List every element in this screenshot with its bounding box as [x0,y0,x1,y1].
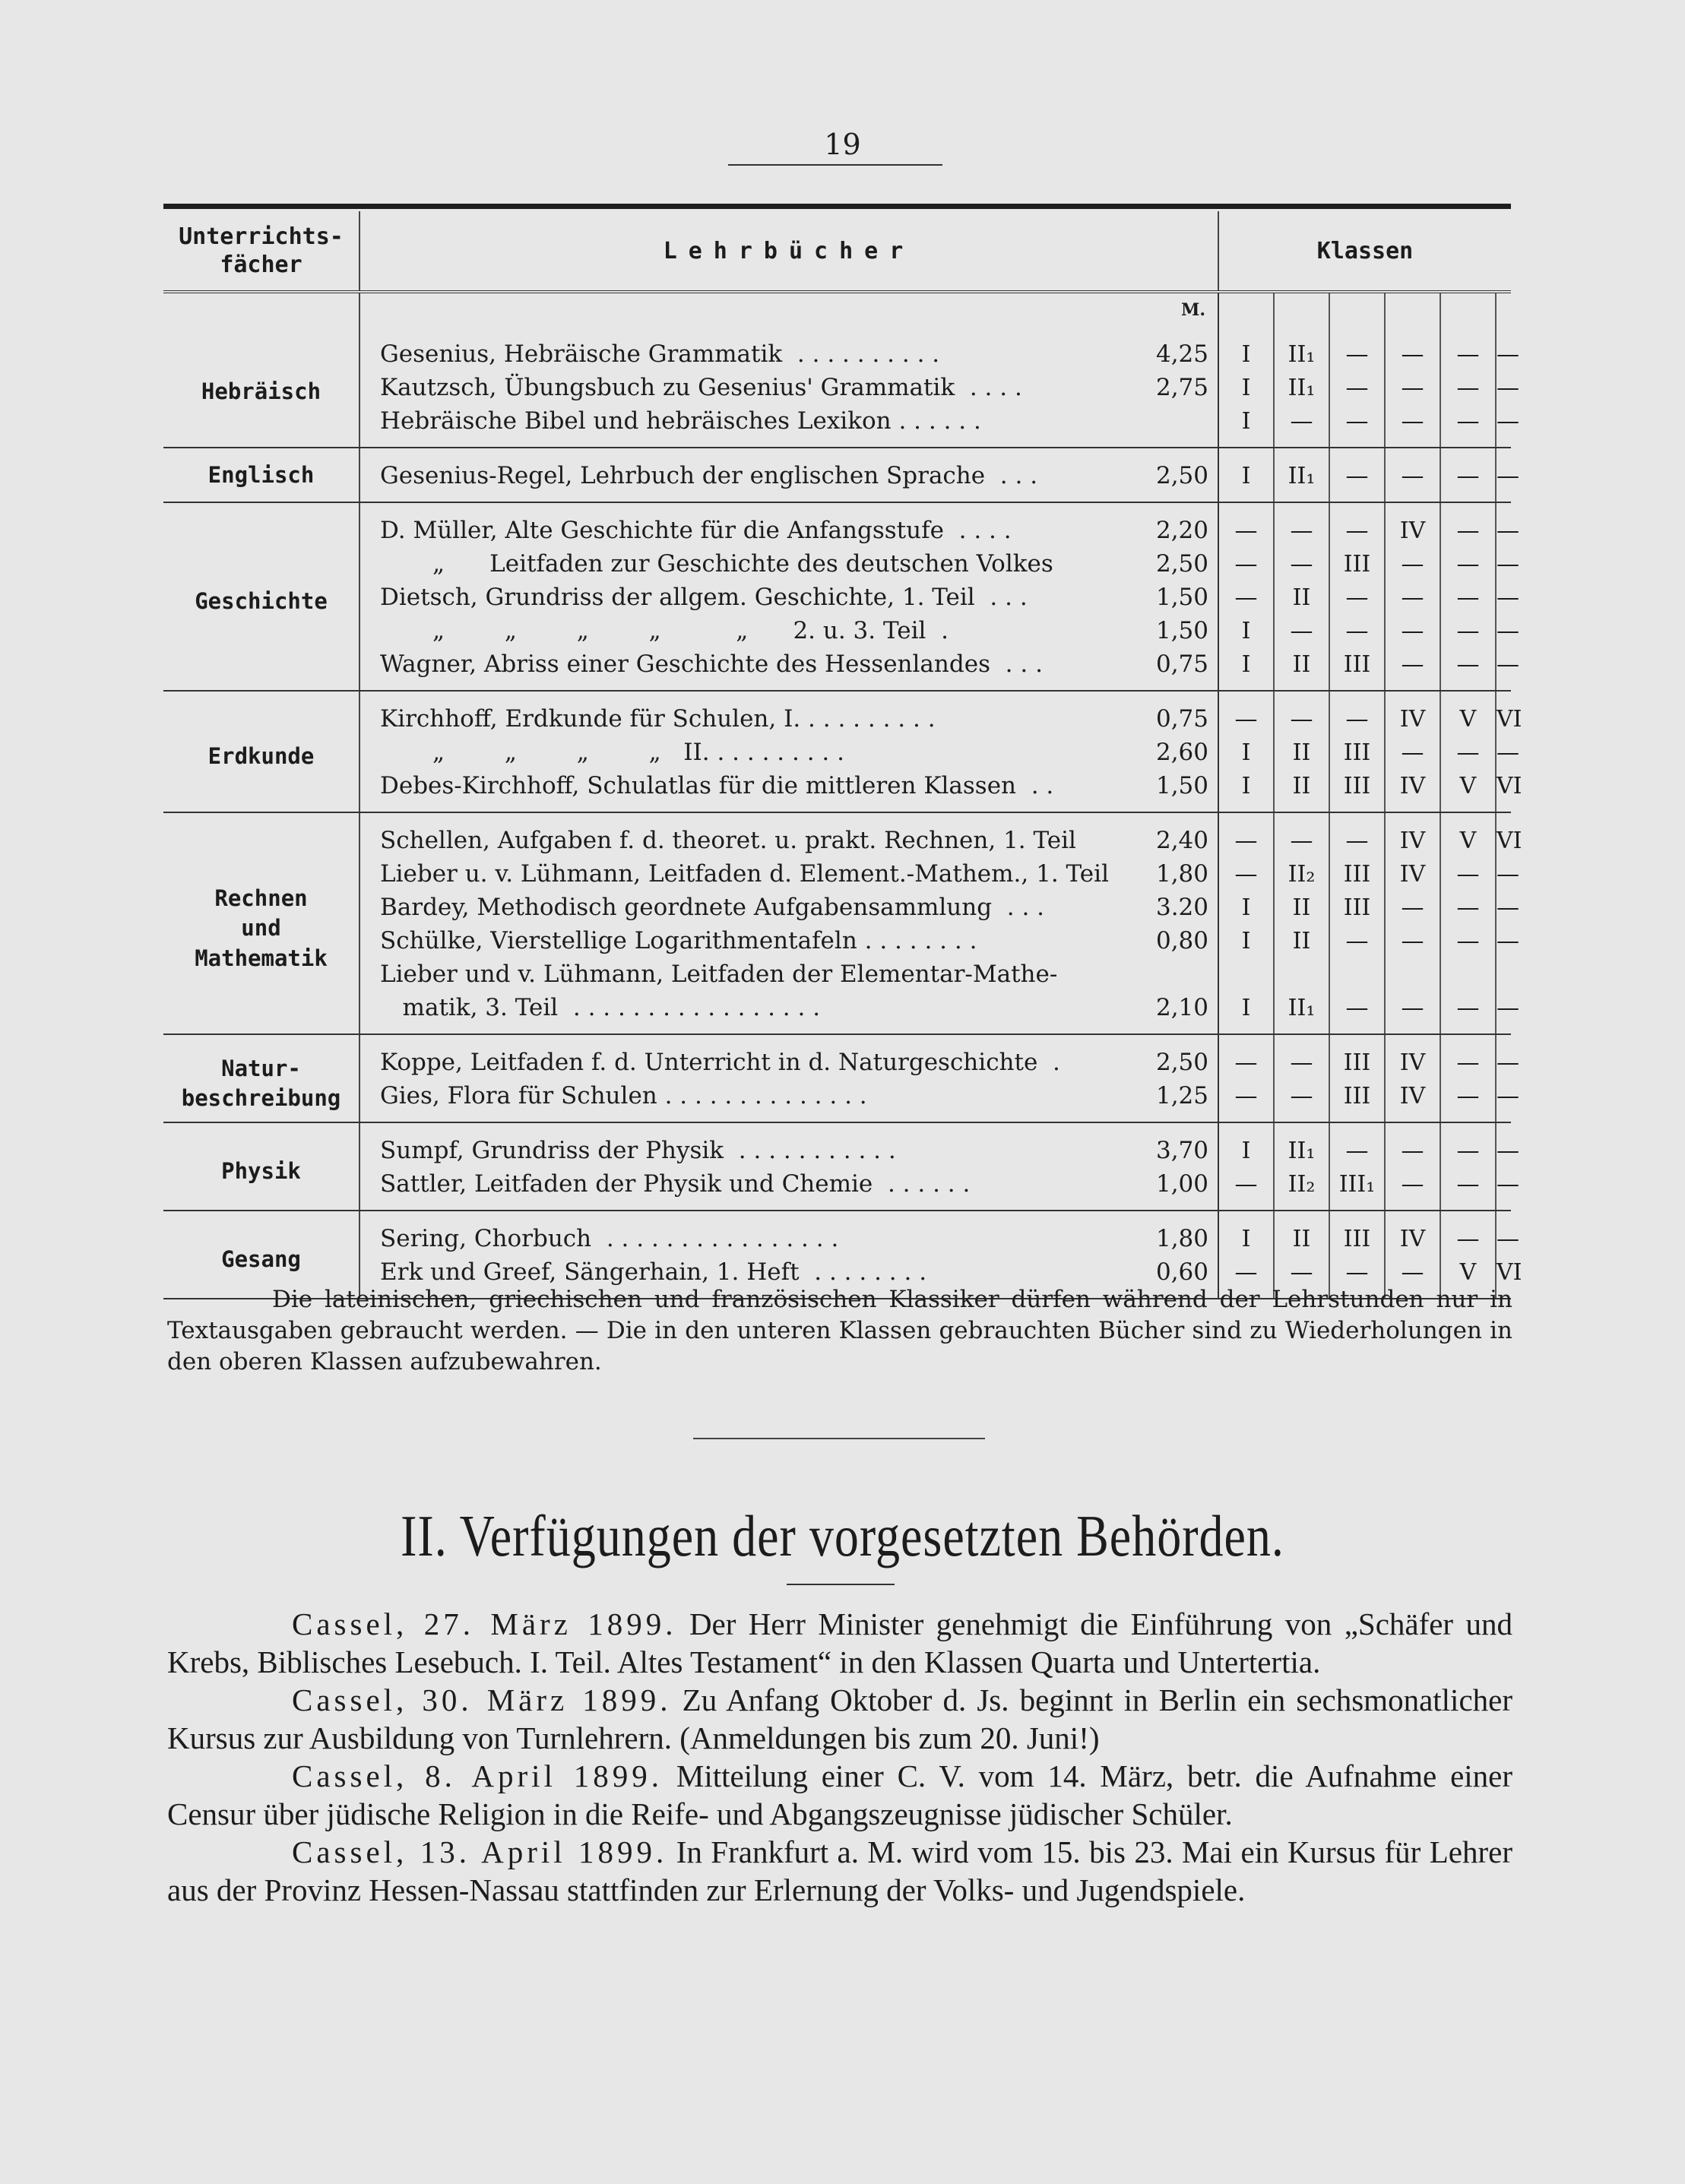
class-cell: — [1385,1255,1440,1299]
book-title-text: Gies, Flora für Schulen . . . . . . . . . . . . . . [380,1082,867,1109]
class-cell [1274,292,1329,327]
class-cell: — [1385,891,1440,924]
class-cell: — [1440,857,1496,891]
class-cell: — [1440,404,1496,448]
class-cell: — [1496,647,1511,691]
decree-place-date: Cassel, 8. April 1899. [292,1758,664,1793]
class-cell: — [1329,404,1385,448]
table-row [163,1079,1511,1122]
table-header-row [163,211,1511,292]
book-title-text: Schülke, Vierstellige Logarithmentafeln . . . . . . . . [380,927,977,954]
table-row [163,404,1511,448]
page-number-rule [728,164,942,166]
book-title [359,769,1150,812]
subject-group [163,691,1522,812]
class-cell: — [1496,547,1511,581]
class-cell: — [1329,502,1385,547]
table-row [163,327,1511,371]
book-title-text: D. Müller, Alte Geschichte für die Anfangsstufe . . . . [380,517,1012,544]
table-row [163,812,1511,857]
decree-text: Mitteilung einer C. V. vom 14. März, betr. die Aufnahme einer Censur über jüdische Religion in die Reife- und Abgangszeugnisse jüdischer Schüler. [167,1758,1513,1831]
class-cell: — [1329,581,1385,614]
book-title [359,691,1150,736]
class-cell: — [1218,857,1274,891]
book-price: 0,60 [1150,1255,1218,1299]
header-books: Lehrbücher [359,211,1218,292]
class-cell: II₂ [1274,1167,1329,1211]
table-top-rule [163,204,1511,209]
class-cell: I [1218,371,1274,404]
class-cell: IV [1385,857,1440,891]
class-cell: VI [1496,1255,1511,1299]
class-cell: — [1440,1034,1496,1079]
class-cell: I [1218,891,1274,924]
class-cell: IV [1385,502,1440,547]
class-cell: — [1440,1167,1496,1211]
header-classes: Klassen [1218,211,1511,292]
book-price [1150,404,1218,448]
table-row [163,547,1511,581]
decree-text: In Frankfurt a. M. wird vom 15. bis 23. Mai ein Kursus für Lehrer aus der Provinz Hessen-Nassau stattfinden zur Erlernung der Volks- und Jugendspiele. [167,1834,1512,1907]
class-cell [1440,292,1496,327]
class-cell: — [1440,448,1496,502]
book-title-text: Koppe, Leitfaden f. d. Unterricht in d. Naturgeschichte . [380,1049,1060,1076]
table-row [163,581,1511,614]
class-cell: II₁ [1274,991,1329,1034]
book-title-text: Lieber u. v. Lühmann, Leitfaden d. Element.-Mathem., 1. Teil [380,860,1109,888]
book-title-text: „ „ „ „ II. . . . . . . . . . [380,739,844,766]
class-cell: — [1385,547,1440,581]
book-title [359,1079,1150,1122]
class-cell: II [1274,581,1329,614]
class-cell: — [1329,448,1385,502]
class-cell: II₁ [1274,448,1329,502]
class-cell: — [1496,1167,1511,1211]
price-unit-spacer [163,292,359,327]
class-cell [1329,292,1385,327]
class-cell [1440,957,1496,991]
class-cell: — [1496,404,1511,448]
class-cell: — [1329,691,1385,736]
class-cell [1329,957,1385,991]
class-cell: I [1218,769,1274,812]
book-title-text: Schellen, Aufgaben f. d. theoret. u. prakt. Rechnen, 1. Teil [380,827,1076,854]
book-title-text: Kirchhoff, Erdkunde für Schulen, I. . . . . . . . . . [380,705,936,733]
class-cell: VI [1496,691,1511,736]
class-cell: — [1440,647,1496,691]
class-cell: — [1329,924,1385,957]
book-title-text: Bardey, Methodisch geordnete Aufgabensammlung . . . [380,894,1045,921]
class-cell: — [1496,924,1511,957]
class-cell: — [1440,736,1496,769]
class-cell: — [1385,371,1440,404]
class-cell: — [1274,547,1329,581]
class-cell: — [1496,1211,1511,1255]
class-cell: — [1329,1255,1385,1299]
class-cell: — [1496,857,1511,891]
book-title-text: Gesenius-Regel, Lehrbuch der englischen Sprache . . . [380,462,1038,489]
decree-entry [167,1833,1512,1909]
book-title-text: Kautzsch, Übungsbuch zu Gesenius' Grammatik . . . . [380,374,1022,401]
subject-name: Physik [163,1122,359,1211]
book-price: 0,75 [1150,647,1218,691]
class-cell: — [1385,581,1440,614]
book-title [359,1211,1150,1255]
subject-name: Hebräisch [163,327,359,448]
book-price: 1,00 [1150,1167,1218,1211]
class-cell: — [1496,891,1511,924]
class-cell: — [1385,924,1440,957]
class-cell [1496,292,1511,327]
subject-name: Natur- beschreibung [163,1034,359,1122]
class-cell: VI [1496,769,1511,812]
class-cell: — [1496,736,1511,769]
book-price: 3.20 [1155,894,1208,921]
class-cell: III [1329,1211,1385,1255]
decree-entry [167,1757,1512,1833]
class-cell: II₁ [1274,1122,1329,1167]
class-cell [1218,292,1274,327]
class-cell: — [1440,581,1496,614]
class-cell: — [1329,812,1385,857]
table-row [163,502,1511,547]
class-cell: — [1440,891,1496,924]
book-title [359,736,1150,769]
book-price: 2,40 [1155,827,1208,854]
class-cell: — [1274,812,1329,857]
class-cell: III [1329,1079,1385,1122]
class-cell: I [1218,448,1274,502]
class-cell: I [1218,1211,1274,1255]
subject-group [163,1034,1519,1122]
class-cell: — [1496,502,1511,547]
book-price: 2,10 [1150,991,1218,1034]
book-title [359,448,1150,502]
book-price: 1,50 [1155,584,1208,611]
class-cell: I [1218,327,1274,371]
subject-name: Rechnen und Mathematik [163,812,359,1034]
class-cell: IV [1385,769,1440,812]
textbook-table-container [163,204,1522,1299]
subject-group [163,448,1519,502]
book-price: 2,20 [1155,517,1208,544]
class-cell: — [1385,614,1440,647]
price-unit-row [163,292,1511,327]
class-cell: II₁ [1274,371,1329,404]
class-cell: V [1440,1255,1496,1299]
class-cell: IV [1385,1034,1440,1079]
subject-group [163,327,1519,448]
book-title [359,502,1150,547]
class-cell: — [1274,1034,1329,1079]
class-cell: — [1218,812,1274,857]
class-cell: I [1218,736,1274,769]
subject-group [163,812,1522,1034]
book-title [359,371,1150,404]
class-cell: IV [1385,1211,1440,1255]
class-cell: — [1385,327,1440,371]
class-cell: II₂ [1274,857,1329,891]
decree-text: Der Herr Minister genehmigt die Einführung von „Schäfer und Krebs, Biblisches Lesebuch. I. Teil. Altes Testament“ in den Klassen Quarta und Untertertia. [167,1606,1512,1679]
class-cell: IV [1385,812,1440,857]
book-title [359,924,1150,957]
book-title-text: „ Leitfaden zur Geschichte des deutschen Volkes [380,550,1053,578]
separator-rule [693,1438,985,1439]
book-price: 1,25 [1150,1079,1218,1122]
book-price: 2,60 [1155,739,1208,766]
book-price: 1,80 [1155,1225,1208,1252]
book-title [359,647,1150,691]
class-cell: — [1440,1122,1496,1167]
subject-name: Englisch [163,448,359,502]
decree-text: Zu Anfang Oktober d. Js. beginnt in Berlin ein sechsmonatlicher Kursus zur Ausbildung von Turnlehrern. (Anmeldungen bis zum 20. Juni!) [167,1682,1512,1755]
class-cell: I [1218,647,1274,691]
book-price [1150,957,1218,991]
class-cell: — [1385,991,1440,1034]
book-title-text: Wagner, Abriss einer Geschichte des Hessenlandes . . . [380,650,1043,678]
class-cell: — [1274,691,1329,736]
book-title-text: Debes-Kirchhoff, Schulatlas für die mittleren Klassen . . [380,772,1054,799]
book-title-text: Sering, Chorbuch . . . . . . . . . . . . . . . . [380,1225,839,1252]
book-title [359,404,1150,448]
book-title-text: Hebräische Bibel und hebräisches Lexikon . . . . . . [380,407,981,435]
book-price: 2,50 [1155,550,1208,578]
book-title [359,614,1150,647]
table-row [163,448,1511,502]
class-cell: — [1274,1079,1329,1122]
class-cell: III [1329,736,1385,769]
table-row [163,691,1511,736]
class-cell: III [1329,647,1385,691]
book-price: 1,50 [1150,769,1218,812]
book-price: 0,80 [1155,927,1208,954]
table-row [163,736,1511,769]
class-cell: — [1496,991,1511,1034]
class-cell: — [1496,371,1511,404]
class-cell: — [1385,736,1440,769]
table-note [167,1284,1512,1378]
class-cell: II [1274,924,1329,957]
subject-name: Gesang [163,1211,359,1299]
book-price: 4,25 [1155,340,1208,368]
class-cell: I [1218,614,1274,647]
book-price: 1,80 [1155,860,1208,888]
table-row [163,614,1511,647]
decree-place-date: Cassel, 13. April 1899. [292,1834,668,1869]
class-cell: — [1440,371,1496,404]
class-cell: — [1329,327,1385,371]
book-title [359,327,1150,371]
table-row [163,991,1511,1034]
class-cell: III [1329,769,1385,812]
table-row [163,957,1511,991]
price-unit: M. [1180,300,1205,320]
class-cell: — [1218,1255,1274,1299]
class-cell: — [1440,1211,1496,1255]
class-cell [1274,957,1329,991]
class-cell [1385,957,1440,991]
book-title-text: Erk und Greef, Sängerhain, 1. Heft . . . . . . . . [380,1258,927,1286]
subject-group [163,1122,1519,1211]
class-cell: — [1440,502,1496,547]
class-cell: V [1440,769,1496,812]
book-price: 2,50 [1155,1049,1208,1076]
book-price: 2,50 [1150,448,1218,502]
class-cell: III [1329,1034,1385,1079]
page-number: 19 [824,128,861,161]
class-cell: — [1329,991,1385,1034]
table-row [163,371,1511,404]
table-row [163,1211,1511,1255]
table-row [163,1122,1511,1167]
book-title [359,957,1150,991]
book-title [359,857,1150,891]
class-cell: II [1274,1211,1329,1255]
class-cell: — [1496,581,1511,614]
class-cell: — [1440,924,1496,957]
class-cell: — [1329,614,1385,647]
book-title [359,991,1150,1034]
class-cell: — [1218,547,1274,581]
section-heading-rule [787,1584,895,1585]
class-cell: I [1218,924,1274,957]
class-cell: V [1440,691,1496,736]
class-cell: III₁ [1329,1167,1385,1211]
class-cell: V [1440,812,1496,857]
book-title [359,547,1150,581]
class-cell: — [1496,1122,1511,1167]
class-cell: — [1385,404,1440,448]
table-row [163,924,1511,957]
book-price: 3,70 [1155,1137,1208,1164]
class-cell: — [1218,1034,1274,1079]
class-cell [1385,292,1440,327]
book-title-text: Sattler, Leitfaden der Physik und Chemie . . . . . . [380,1170,971,1198]
table-row [163,1167,1511,1211]
class-cell: — [1496,327,1511,371]
decree-entry [167,1605,1512,1681]
class-cell: II [1274,769,1329,812]
class-cell: — [1385,1122,1440,1167]
class-cell: I [1218,404,1274,448]
class-cell: IV [1385,691,1440,736]
class-cell: — [1496,1079,1511,1122]
table-row [163,769,1511,812]
class-cell: — [1385,448,1440,502]
class-cell: — [1385,647,1440,691]
book-title [359,581,1150,614]
decree-entry [167,1681,1512,1757]
table-note-text: Die lateinischen, griechischen und französischen Klassiker dürfen während der Lehrstunden nur in Textausgaben gebraucht werden. — Die in den unteren Klassen gebrauchten Bücher sind zu Wiederholungen in den oberen Klassen aufzubewahren. [167,1286,1512,1375]
class-cell: — [1218,1167,1274,1211]
subject-group [163,502,1519,691]
table-row [163,1034,1511,1079]
book-title-text: Lieber und v. Lühmann, Leitfaden der Elementar-Mathe- [380,961,1058,988]
class-cell: — [1329,1122,1385,1167]
decrees-list [167,1605,1512,1909]
book-title [359,812,1150,857]
class-cell: — [1440,991,1496,1034]
class-cell [1496,957,1511,991]
class-cell: — [1440,547,1496,581]
book-price: 2,75 [1155,374,1208,401]
class-cell [1218,957,1274,991]
book-title-text: Gesenius, Hebräische Grammatik . . . . . . . . . . [380,340,940,368]
class-cell: VI [1496,812,1511,857]
class-cell: — [1496,448,1511,502]
book-price: 1,50 [1155,617,1208,644]
class-cell: III [1329,857,1385,891]
book-title [359,1167,1150,1211]
class-cell: IV [1385,1079,1440,1122]
class-cell: — [1440,1079,1496,1122]
class-cell: — [1385,1167,1440,1211]
book-title [359,1122,1150,1167]
header-subjects: Unterrichts- fächer [163,211,359,292]
class-cell: — [1218,581,1274,614]
class-cell: III [1329,547,1385,581]
book-title-text: Dietsch, Grundriss der allgem. Geschichte, 1. Teil . . . [380,584,1028,611]
class-cell: — [1274,404,1329,448]
subject-name: Geschichte [163,502,359,691]
book-title-text: matik, 3. Teil . . . . . . . . . . . . . . . . . [380,994,821,1021]
book-title [359,1034,1150,1079]
decree-place-date: Cassel, 30. März 1899. [292,1682,672,1717]
table-row [163,647,1511,691]
class-cell: — [1440,327,1496,371]
section-heading: II. Verfügungen der vorgesetzten Behörden. [401,1503,1284,1568]
class-cell: II [1274,736,1329,769]
class-cell: I [1218,1122,1274,1167]
price-unit-spacer [359,292,1150,327]
class-cell: — [1274,1255,1329,1299]
class-cell: I [1218,991,1274,1034]
book-title-text: „ „ „ „ „ 2. u. 3. Teil . [380,617,949,644]
book-title [359,891,1150,924]
decree-place-date: Cassel, 27. März 1899. [292,1606,677,1641]
class-cell: — [1329,371,1385,404]
class-cell: — [1274,502,1329,547]
table-row [163,891,1511,924]
textbook-table [163,211,1522,1299]
class-cell: II [1274,647,1329,691]
class-cell: II₁ [1274,327,1329,371]
class-cell: — [1218,1079,1274,1122]
class-cell: II [1274,891,1329,924]
class-cell: — [1496,1034,1511,1079]
class-cell: — [1218,502,1274,547]
book-price: 0,75 [1155,705,1208,733]
class-cell: III [1329,891,1385,924]
class-cell: — [1496,614,1511,647]
book-title-text: Sumpf, Grundriss der Physik . . . . . . . . . . . [380,1137,896,1164]
class-cell: — [1440,614,1496,647]
table-row [163,857,1511,891]
class-cell: — [1218,691,1274,736]
subject-name: Erdkunde [163,691,359,812]
class-cell: — [1274,614,1329,647]
